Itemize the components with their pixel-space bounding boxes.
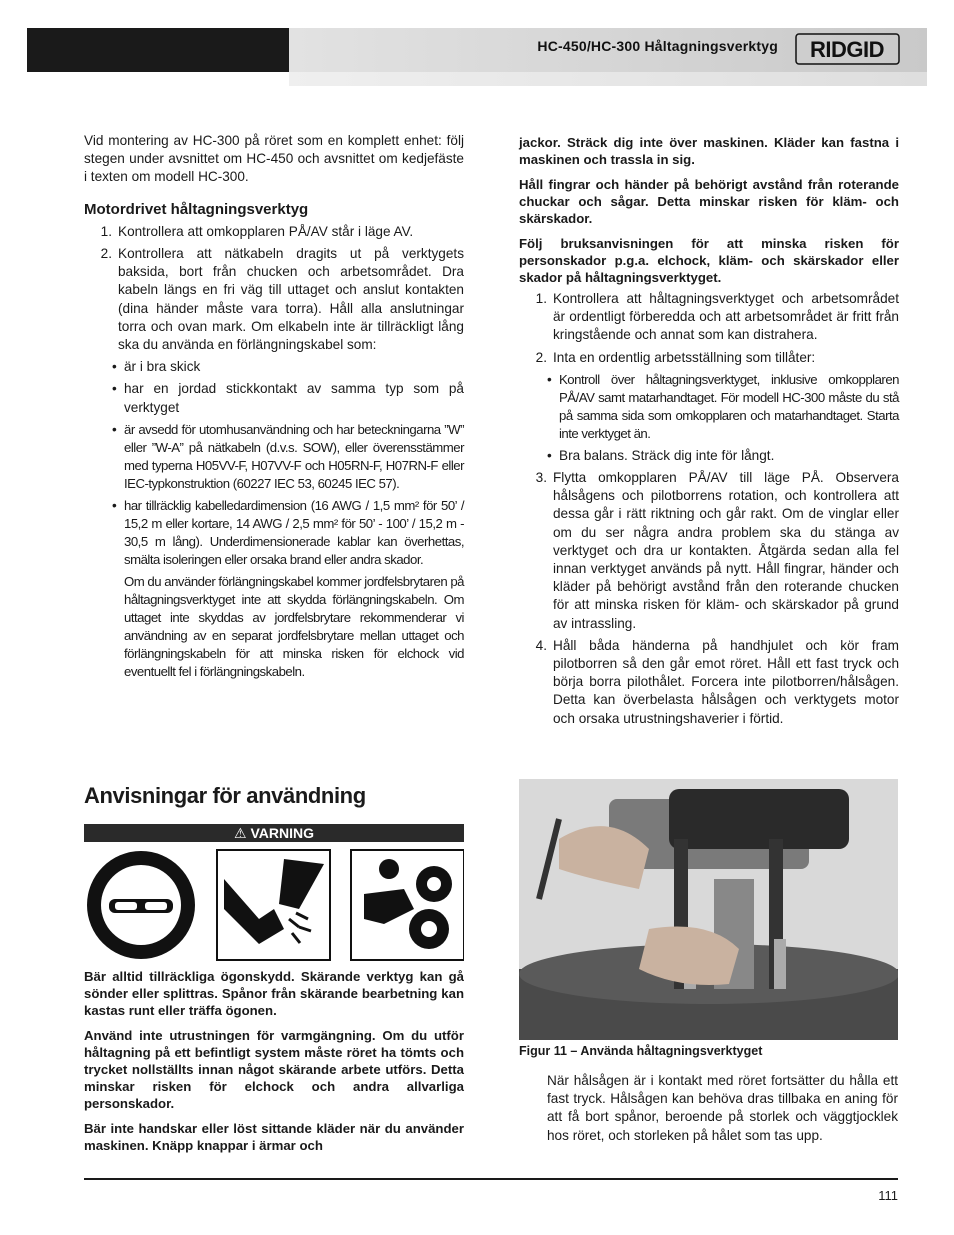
warning-paragraph: Bär inte handskar eller löst sittande kläder när du använder maskinen. Knäpp knappar i ärmar och — [84, 1121, 464, 1153]
header-black-band — [27, 28, 289, 72]
section-heading: Anvisningar för användning — [84, 783, 366, 808]
bullet-item: • Bra balans. Sträck dig inte för långt. — [547, 447, 775, 463]
extension-cord-paragraph: Om du använder förlängningskabel kommer jordfelsbrytaren på håltagningsverktyget inte att skydda förlängningskabeln. Om uttaget inte skyddas av jordfelsbrytare rekommenderar vi användning av en separat jordfelsbrytare mellan uttaget och förlängningskabeln för att minska risken för elchock vid eventuellt fel i förlängningskabeln. — [124, 573, 464, 679]
warning-icons — [84, 849, 464, 961]
step-2: 2. Kontrollera att nätkabeln dragits ut på verktygets baksida, bort från chucken och arbetsområdet. Dra kabeln längs en fri väg till uttaget och anslut kontakten (dina händer måste vara torra). Håll alla anslutningar torra och ovan mark. Om elkabeln inte är tillräckligt lång ska du använda en förlängningskabel som: — [100, 246, 464, 353]
intro-paragraph: Vid montering av HC-300 på röret som en komplett enhet: följ stegen under avsnittet om HC-450 och avsnittet om kedjefäste i texten om modell HC-300. — [84, 133, 464, 185]
bullet-item: • Kontroll över håltagningsverktyget, inklusive omkopplaren PÅ/AV samt matarhandtaget. För modell HC-300 måste du stå på samma sida som omkopplaren och matarhandtaget. Starta inte verktyget än. — [547, 371, 899, 441]
left-column — [84, 132, 464, 681]
step-1: 1. Kontrollera att håltagningsverktyget och arbetsområdet är ordentligt förberedda och att arbetsområdet är fritt från kringstående och annat som kan distrahera. — [535, 291, 899, 343]
bullet-item: • är avsedd för utomhusanvändning och har beteckningarna ”W” eller ”W-A” på nätkabeln (d.v.s. SOW), eller överensstämmer med typerna H05VV-F, H07VV-F och H05RN-F, H07RN-F eller IEC-typkonstruktion (60227 IEC 53, 60245 IEC 57). — [112, 421, 464, 491]
warning-paragraph: Håll fingrar och händer på behörigt avstånd från roterande chuckar och sågar. Detta minskar risken för kläm- och skärskador. — [519, 177, 899, 226]
entanglement-hazard-icon — [351, 850, 464, 960]
warning-paragraph: Följ bruksanvisningen för att minska risken för personskador p.g.a. elchock, kläm- och skärskador eller skador på håltagningsverktyget. — [519, 236, 899, 285]
right-column — [519, 134, 899, 728]
header-title: HC-450/HC-300 Håltagningsverktyg — [537, 38, 778, 54]
paragraph: När hålsågen är i kontakt med röret fortsätter du hålla ett fast tryck. Hålsågen kan behöva dras tillbaka en aning för att få bort spånor, beroende på storlek och väggtjocklek hos röret, och storleken på hålet som tas upp. — [547, 1073, 898, 1143]
bullet-item: • har tillräcklig kabelledardimension (16 AWG / 1,5 mm² för 50’ / 15,2 m eller kortare, 14 AWG / 2,5 mm² för 50’ - 100’ / 15,2 m - 30,5 m lång). Underdimensionerade kablar kan överhettas, smälta isoleringen eller orsaka brand eller andra skador. — [112, 497, 464, 567]
step-1: 1. Kontrollera att omkopplaren PÅ/AV står i läge AV. — [100, 223, 414, 239]
eye-protection-icon — [87, 851, 195, 959]
page-number: 111 — [878, 1188, 898, 1203]
section-heading-wrap — [84, 783, 464, 809]
ridgid-logo — [795, 33, 900, 65]
section-subheading: Motordrivet håltagningsverktyg — [84, 200, 309, 218]
hole-cutter-photo — [519, 779, 898, 1040]
svg-text:RIDGID: RIDGID — [810, 37, 884, 62]
warnings-left — [84, 968, 464, 1154]
footer-rule — [84, 1178, 898, 1180]
warning-paragraph: jackor. Sträck dig inte över maskinen. Kläder kan fastna i maskinen och trassla in sig. — [519, 135, 899, 167]
bullet-item: • har en jordad stickkontakt av samma typ som på verktyget — [112, 381, 464, 415]
figure-caption: Figur 11 – Använda håltagningsverktyget — [519, 1044, 763, 1058]
warning-paragraph: Bär alltid tillräckliga ögonskydd. Skärande verktyg kan gå sönder eller splittras. Spånor från skärande bearbetning kan kastas runt eller träffa ögonen. — [84, 969, 464, 1018]
step-4: 4. Håll båda händerna på handhjulet och kör fram pilotborren så den går emot röret. Håll ett fast tryck och börja borra pilothålet. Forcera inte pilotborren/hålsågen. Detta kan överbelasta hålsågen och verktygets motor och orsaka utrustningshaverier i förtid. — [535, 637, 899, 726]
header-tab — [289, 72, 927, 86]
step-3: 3. Flytta omkopplaren PÅ/AV till läge PÅ. Observera hålsågens och pilotborrens rotation, och kontrollera att dessa går i rätt riktning och går rakt. Om de vinglar eller om du ser några andra problem ska du stänga av verktyget och dra ur kontakten. Åtgärda sedan alla fel innan verktyget används på nytt. Håll fingrar, händer och kläder på behörigt avstånd från den roterande chucken för att minska risken för kläm- och skärskador på grund av intrassling. — [535, 470, 899, 631]
warning-paragraph: Använd inte utrustningen för varmgängning. Om du utför håltagning på ett befintligt system måste röret ha tömts och trycket nollställts innan något skärande arbete utförs. Detta minskar risken för elchock och andra allvarliga personskador. — [84, 1028, 464, 1111]
step-2: 2. Inta en ordentlig arbetsställning som tillåter: — [535, 349, 816, 365]
after-figure-text — [547, 1072, 898, 1145]
hand-cut-hazard-icon — [217, 850, 330, 960]
warning-bar: ⚠ VARNING — [84, 824, 464, 842]
bullet-item: • är i bra skick — [112, 359, 201, 375]
